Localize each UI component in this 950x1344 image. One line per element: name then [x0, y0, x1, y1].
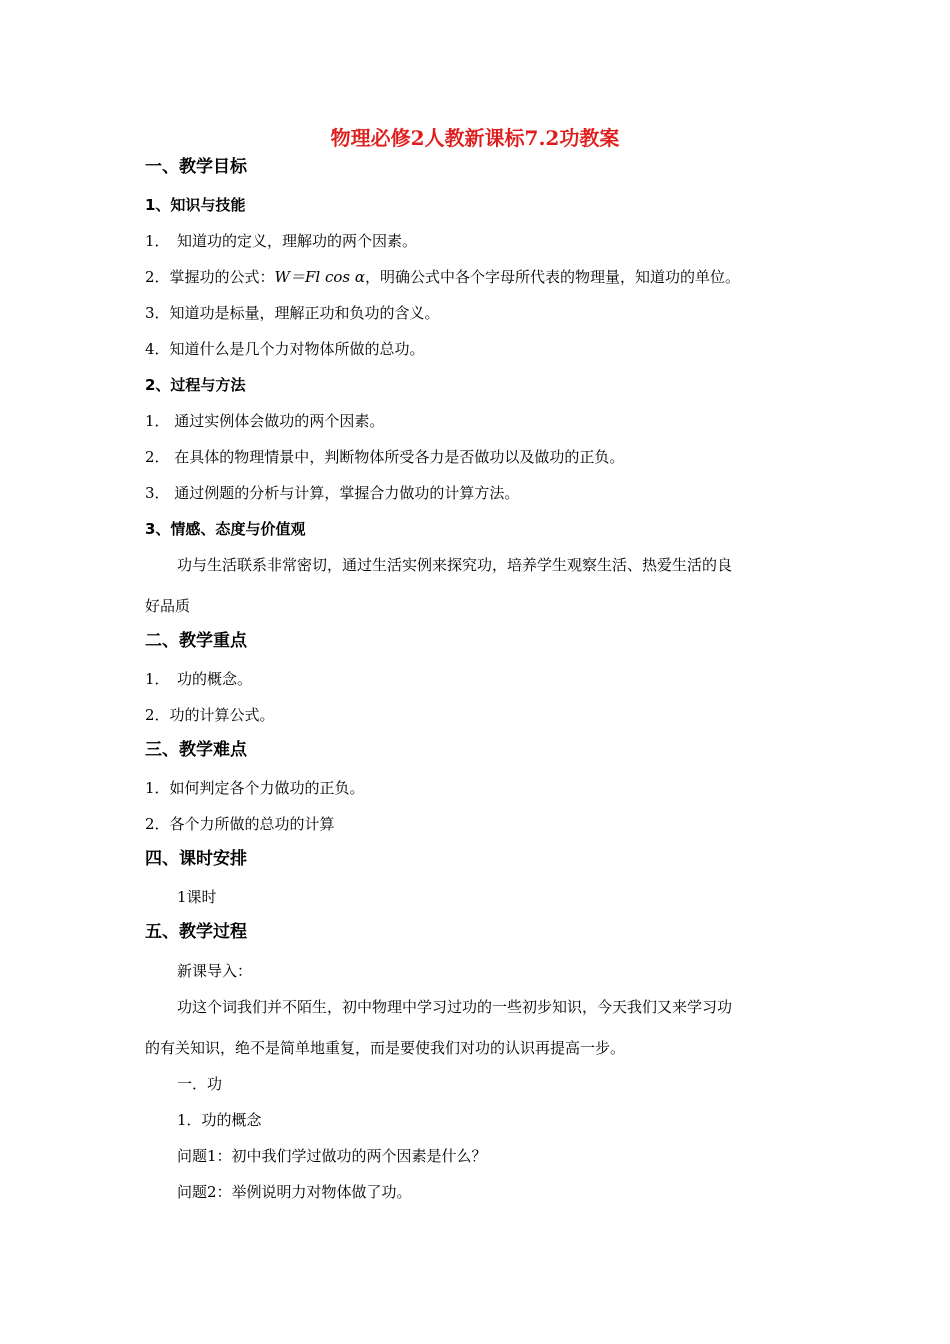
lesson-question-1: 问题1：初中我们学过做功的两个因素是什么？: [177, 1147, 487, 1165]
lesson-part-heading: 一．功: [177, 1075, 223, 1093]
section-heading-key-points: 二、教学重点: [145, 631, 247, 651]
key-point-item-1: 1． 功的概念。: [145, 670, 253, 688]
objective-item-2-tail: ，明确公式中各个字母所代表的物理量，知道功的单位。: [364, 268, 740, 286]
subsection-heading-process: 2、过程与方法: [145, 376, 246, 394]
objective-item-4: 4．知道什么是几个力对物体所做的总功。: [145, 340, 425, 358]
lesson-subpart-heading: 1．功的概念: [177, 1111, 262, 1129]
attitude-paragraph-line-1: 功与生活联系非常密切，通过生活实例来探究功，培养学生观察生活、热爱生活的良: [177, 556, 733, 574]
objective-item-2: [145, 267, 740, 287]
work-formula: W＝Fl cos α: [274, 268, 365, 286]
section-heading-schedule: 四、课时安排: [145, 849, 247, 869]
objective-item-1: 1． 知道功的定义，理解功的两个因素。: [145, 232, 418, 250]
process-item-3: 3． 通过例题的分析与计算，掌握合力做功的计算方法。: [145, 484, 520, 502]
objective-item-2-text: 2．掌握功的公式：: [145, 268, 275, 286]
lesson-paragraph-line-2: 的有关知识，绝不是简单地重复，而是要使我们对功的认识再提高一步。: [145, 1039, 626, 1057]
process-item-2: 2． 在具体的物理情景中，判断物体所受各力是否做功以及做功的正负。: [145, 448, 625, 466]
attitude-paragraph-line-2: 好品质: [145, 597, 191, 615]
subsection-heading-knowledge: 1、知识与技能: [145, 196, 246, 214]
section-heading-objectives: 一、教学目标: [145, 157, 247, 177]
lesson-paragraph-line-1: 功这个词我们并不陌生，初中物理中学习过功的一些初步知识，今天我们又来学习功: [177, 998, 733, 1016]
schedule-text: 1课时: [177, 888, 217, 906]
document-title: 物理必修2人教新课标7.2功教案: [330, 126, 620, 150]
objective-item-3: 3．知道功是标量，理解正功和负功的含义。: [145, 304, 440, 322]
process-item-1: 1． 通过实例体会做功的两个因素。: [145, 412, 385, 430]
subsection-heading-attitude: 3、情感、态度与价值观: [145, 520, 306, 538]
section-heading-difficulties: 三、教学难点: [145, 740, 247, 760]
difficulty-item-1: 1．如何判定各个力做功的正负。: [145, 779, 365, 797]
key-point-item-2: 2．功的计算公式。: [145, 706, 275, 724]
difficulty-item-2: 2．各个力所做的总功的计算: [145, 815, 335, 833]
section-heading-process: 五、教学过程: [145, 922, 247, 942]
lesson-question-2: 问题2：举例说明力对物体做了功。: [177, 1183, 412, 1201]
lesson-intro-label: 新课导入：: [177, 962, 253, 980]
